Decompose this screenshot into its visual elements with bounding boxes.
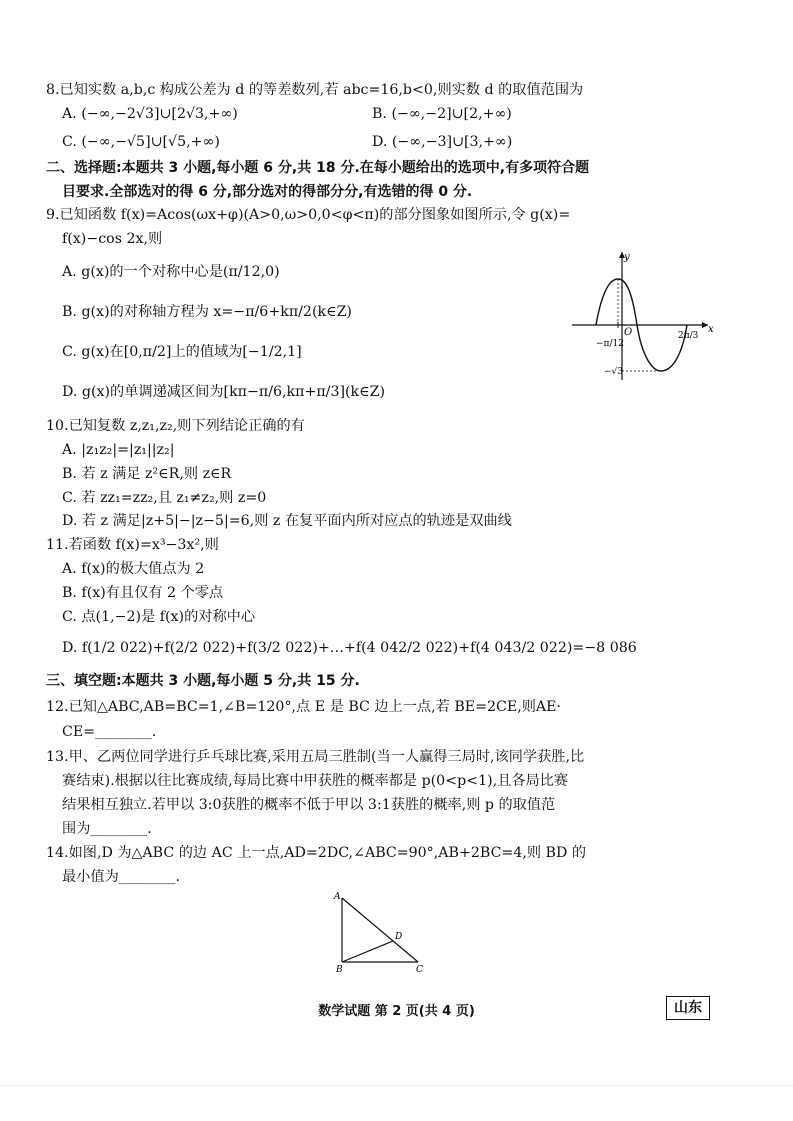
- point-b-label: B: [336, 965, 343, 974]
- point-a-label: A: [334, 892, 341, 902]
- q14-line2: 最小值为________.: [62, 869, 181, 885]
- q13-line4: 围为________.: [62, 821, 152, 837]
- q9-option-b: B. g(x)的对称轴方程为 x=−π/6+kπ/2(k∈Z): [62, 304, 352, 320]
- y-axis-label: y: [624, 252, 630, 263]
- point-c-label: C: [416, 965, 423, 974]
- q10-stem: 10.已知复数 z,z₁,z₂,则下列结论正确的有: [46, 418, 305, 434]
- q8-option-a: A. (−∞,−2√3]∪[2√3,+∞): [62, 106, 238, 122]
- q9-option-c: C. g(x)在[0,π/2]上的值域为[−1/2,1]: [62, 344, 302, 360]
- q9-cosine-graph: [566, 246, 716, 386]
- q11-option-b: B. f(x)有且仅有 2 个零点: [62, 585, 224, 601]
- q13-line2: 赛结束).根据以往比赛成绩,每局比赛中甲获胜的概率都是 p(0<p<1),且各局比赛: [62, 773, 569, 789]
- side-ac: [342, 898, 418, 962]
- bottom-rule: [0, 1085, 793, 1086]
- q8-stem: 8.已知实数 a,b,c 构成公差为 d 的等差数列,若 abc=16,b<0,则实数 d 的取值范围为: [46, 82, 584, 98]
- q13-line3: 结果相互独立.若甲以 3:0获胜的概率不低于甲以 3:1获胜的概率,则 p 的取值范: [62, 797, 556, 813]
- q10-option-a: A. |z₁z₂|=|z₁||z₂|: [62, 442, 175, 458]
- q13-line1: 13.甲、乙两位同学进行乒乓球比赛,采用五局三胜制(当一人赢得三局时,该同学获胜,比: [46, 749, 585, 765]
- section2-line2: 目要求.全部选对的得 6 分,部分选对的得部分分,有选错的得 0 分.: [62, 184, 473, 200]
- q12-line2: CE=________.: [62, 724, 157, 740]
- q11-option-d: D. f(1/2 022)+f(2/2 022)+f(3/2 022)+…+f(4 042/2 022)+f(4 043/2 022)=−8 086: [62, 640, 637, 656]
- q9-stem-1: 9.已知函数 f(x)=Acos(ωx+φ)(A>0,ω>0,0<φ<π)的部分图象如图所示,令 g(x)=: [46, 207, 571, 223]
- y-min-label: −√3: [604, 367, 624, 377]
- region-badge: 山东: [666, 996, 710, 1020]
- origin-label: O: [624, 327, 633, 338]
- q9-option-d: D. g(x)的单调递减区间为[kπ−π/6,kπ+π/3](k∈Z): [62, 384, 386, 400]
- x-axis-label: x: [708, 324, 714, 335]
- section3-title: 三、填空题:本题共 3 小题,每小题 5 分,共 15 分.: [46, 673, 360, 689]
- q10-option-b: B. 若 z 满足 z²∈R,则 z∈R: [62, 466, 232, 482]
- q11-option-a: A. f(x)的极大值点为 2: [62, 561, 205, 577]
- q14-triangle-figure: [330, 890, 430, 974]
- q10-option-c: C. 若 zz₁=zz₂,且 z₁≠z₂,则 z=0: [62, 490, 267, 506]
- q12-line1: 12.已知△ABC,AB=BC=1,∠B=120°,点 E 是 BC 边上一点,若 BE=2CE,则AE·: [46, 699, 562, 715]
- page-footer: 数学试题 第 2 页(共 4 页): [318, 1004, 475, 1019]
- q8-option-c: C. (−∞,−√5]∪[√5,+∞): [62, 134, 220, 150]
- q9-option-a: A. g(x)的一个对称中心是(π/12,0): [62, 264, 280, 280]
- q10-option-d: D. 若 z 满足|z+5|−|z−5|=6,则 z 在复平面内所对应点的轨迹是双曲线: [62, 513, 512, 529]
- q9-stem-2: f(x)−cos 2x,则: [62, 231, 163, 247]
- point-d-label: D: [395, 932, 403, 942]
- q8-option-b: B. (−∞,−2]∪[2,+∞): [372, 106, 512, 122]
- q8-option-d: D. (−∞,−3]∪[3,+∞): [372, 134, 513, 150]
- q11-option-c: C. 点(1,−2)是 f(x)的对称中心: [62, 609, 256, 625]
- q11-stem: 11.若函数 f(x)=x³−3x²,则: [46, 537, 219, 553]
- tick-pos-label: 2π/3: [678, 331, 699, 341]
- section2-line1: 二、选择题:本题共 3 小题,每小题 6 分,共 18 分.在每小题给出的选项中,有多项符合题: [46, 160, 590, 176]
- tick-neg-label: −π/12: [596, 339, 624, 349]
- q14-line1: 14.如图,D 为△ABC 的边 AC 上一点,AD=2DC,∠ABC=90°,AB+2BC=4,则 BD 的: [46, 845, 587, 861]
- segment-bd: [342, 941, 393, 962]
